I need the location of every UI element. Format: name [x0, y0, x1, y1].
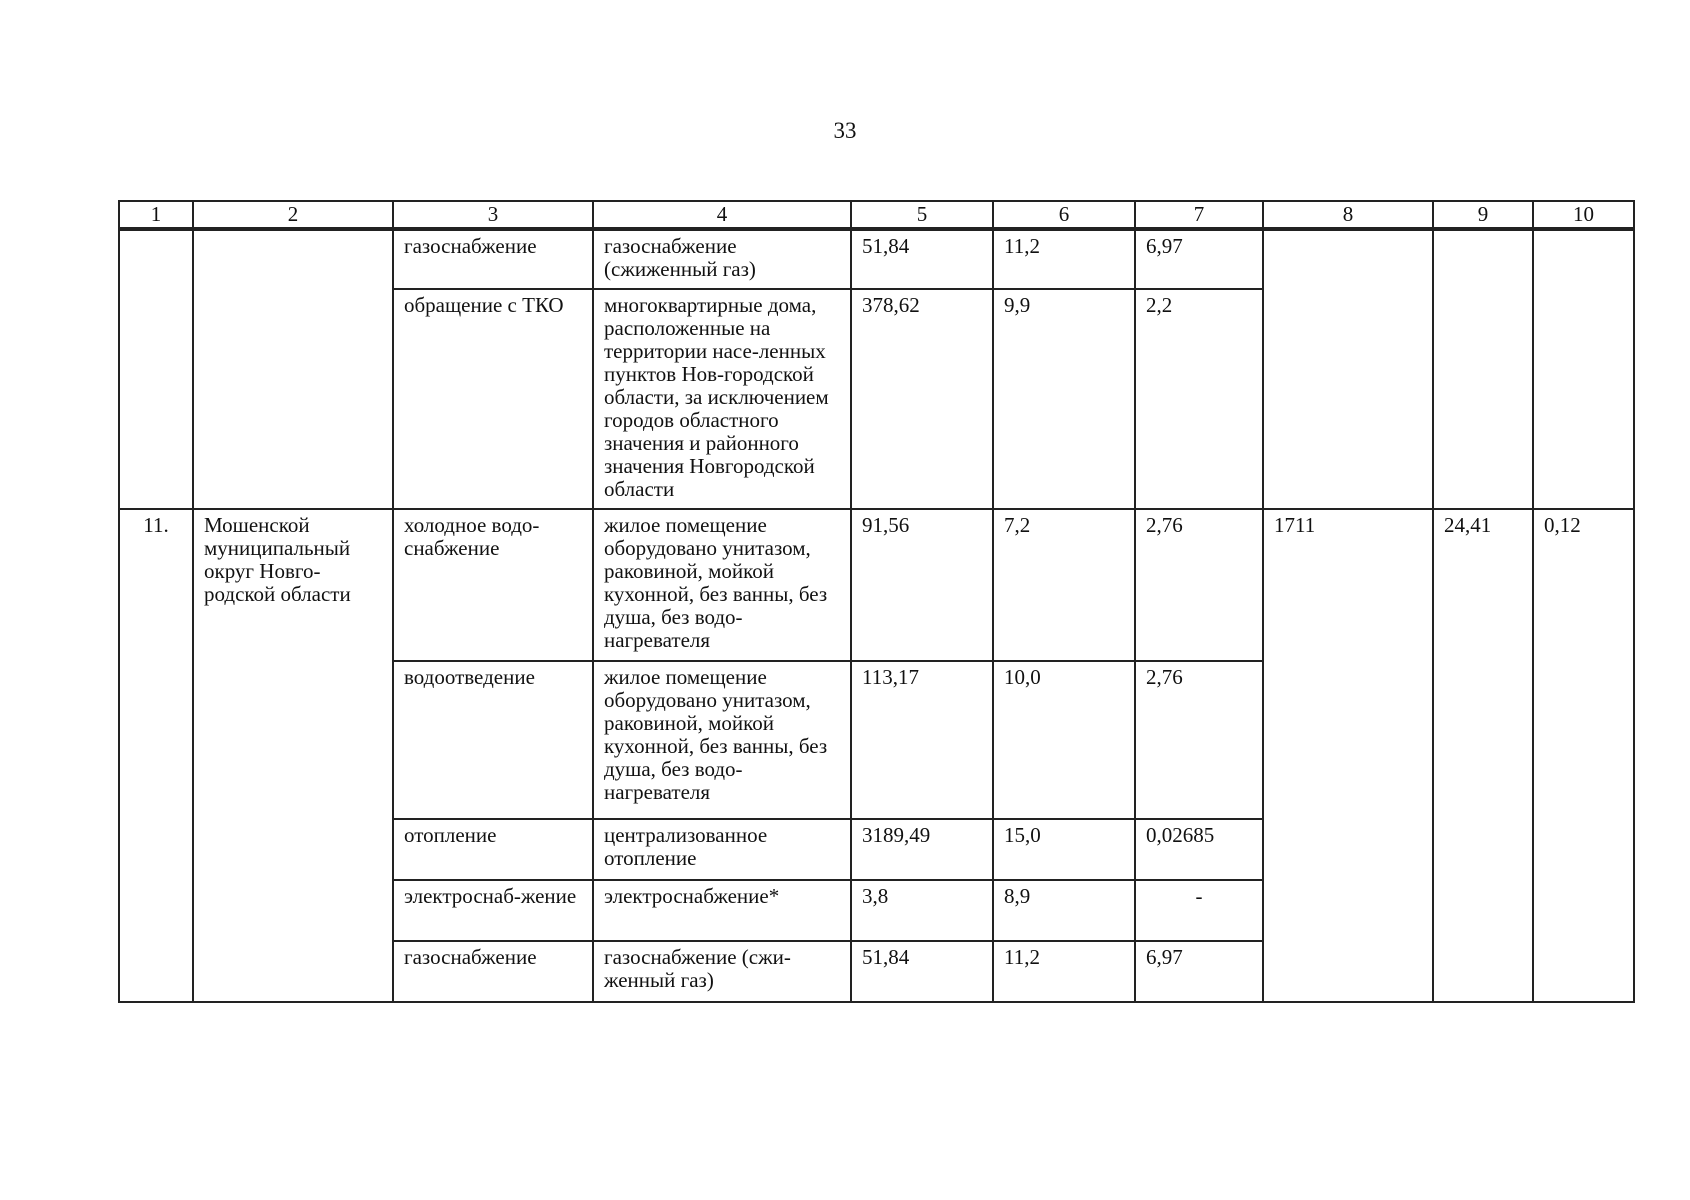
value-cell: 11,2: [993, 941, 1135, 1002]
value-cell: 2,2: [1135, 289, 1263, 509]
value-cell: [1263, 229, 1433, 509]
value-cell: 2,76: [1135, 661, 1263, 819]
column-number: 5: [851, 201, 993, 229]
detail-cell: электроснабжение*: [593, 880, 851, 941]
column-number: 3: [393, 201, 593, 229]
entry-number-cell: 11.: [119, 509, 193, 1002]
value-cell: 15,0: [993, 819, 1135, 880]
municipality-cell: Мошенской муниципальный округ Новго-родской области: [193, 509, 393, 1002]
value-cell: 113,17: [851, 661, 993, 819]
value-cell: 8,9: [993, 880, 1135, 941]
value-cell: 6,97: [1135, 229, 1263, 289]
entry-number-cell: [119, 229, 193, 509]
value-cell: 11,2: [993, 229, 1135, 289]
column-number: 9: [1433, 201, 1533, 229]
value-cell: 6,97: [1135, 941, 1263, 1002]
value-cell: [1433, 229, 1533, 509]
detail-cell: многоквартирные дома, расположенные на территории насе-ленных пунктов Нов-городской области, за исключением городов областного значения и районного значения Новгородской области: [593, 289, 851, 509]
detail-cell: централизованное отопление: [593, 819, 851, 880]
table-row: [119, 509, 1634, 661]
value-cell: 24,41: [1433, 509, 1533, 1002]
value-cell: 1711: [1263, 509, 1433, 1002]
value-cell: -: [1135, 880, 1263, 941]
service-cell: отопление: [393, 819, 593, 880]
service-cell: газоснабжение: [393, 229, 593, 289]
value-cell: 51,84: [851, 229, 993, 289]
service-cell: водоотведение: [393, 661, 593, 819]
service-cell: электроснаб-жение: [393, 880, 593, 941]
detail-cell: газоснабжение (сжи-женный газ): [593, 941, 851, 1002]
detail-cell: газоснабжение (сжиженный газ): [593, 229, 851, 289]
value-cell: 378,62: [851, 289, 993, 509]
value-cell: 10,0: [993, 661, 1135, 819]
value-cell: 0,02685: [1135, 819, 1263, 880]
value-cell: [1533, 229, 1634, 509]
page-number: 33: [833, 118, 857, 143]
column-number: 7: [1135, 201, 1263, 229]
value-cell: 9,9: [993, 289, 1135, 509]
column-number: 6: [993, 201, 1135, 229]
column-number: 10: [1533, 201, 1634, 229]
service-cell: газоснабжение: [393, 941, 593, 1002]
detail-cell: жилое помещение оборудовано унитазом, раковиной, мойкой кухонной, без ванны, без душа, без водо-нагревателя: [593, 661, 851, 819]
service-cell: обращение с ТКО: [393, 289, 593, 509]
table-row: [119, 229, 1634, 289]
detail-cell: жилое помещение оборудовано унитазом, раковиной, мойкой кухонной, без ванны, без душа, без водо-нагревателя: [593, 509, 851, 661]
service-cell: холодное водо-снабжение: [393, 509, 593, 661]
value-cell: 0,12: [1533, 509, 1634, 1002]
value-cell: 91,56: [851, 509, 993, 661]
column-number: 8: [1263, 201, 1433, 229]
municipality-cell: [193, 229, 393, 509]
value-cell: 51,84: [851, 941, 993, 1002]
column-number-row: [119, 201, 1634, 229]
column-number: 2: [193, 201, 393, 229]
column-number: 4: [593, 201, 851, 229]
value-cell: 2,76: [1135, 509, 1263, 661]
tariff-table: [118, 200, 1635, 1003]
column-number: 1: [119, 201, 193, 229]
value-cell: 3,8: [851, 880, 993, 941]
value-cell: 7,2: [993, 509, 1135, 661]
value-cell: 3189,49: [851, 819, 993, 880]
